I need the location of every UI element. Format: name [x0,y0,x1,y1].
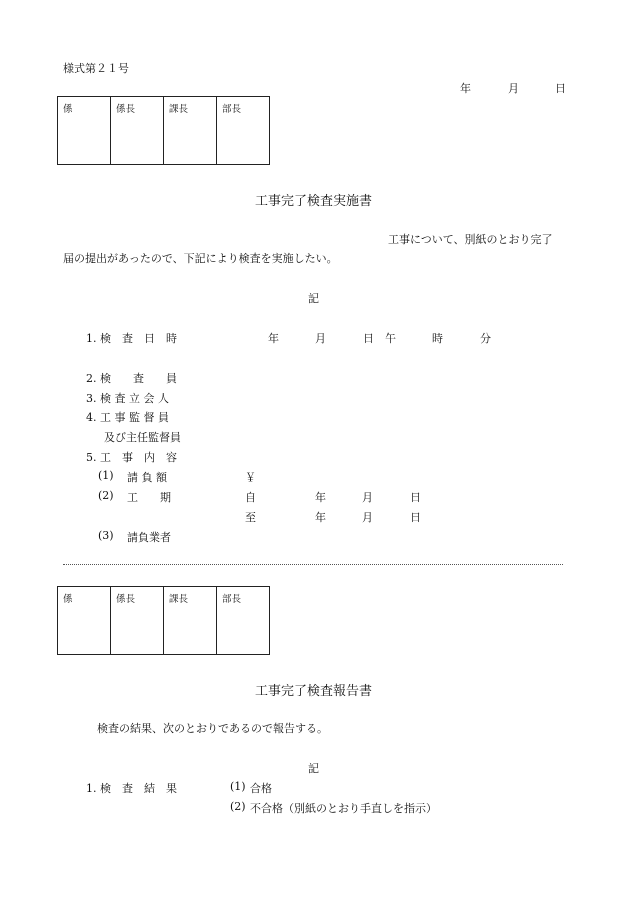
approval2-cell-section-head[interactable]: 課長 [164,587,217,655]
inspection-title: 工事完了検査実施書 [255,194,373,209]
approval-stamp-box-2 [57,586,270,655]
work-content-label: 5. 工 事 内 容 [86,451,177,464]
work-period-label: 工 期 [127,491,171,504]
inspector-label: 2. 検 査 員 [86,372,177,385]
period-to-day: 日 [410,511,421,524]
date-year-label: 年 [460,82,471,95]
result-pass-option[interactable]: 合格 [250,782,272,795]
period-from-day: 日 [410,491,421,504]
inspection-day-label: 日 [363,332,374,345]
approval2-cell-staff[interactable]: 係 [58,587,111,655]
contractor-num: (3) [98,529,114,542]
approval-cell-dept-head[interactable]: 部長 [217,97,270,165]
inspection-intro-line2: 届の提出があったので、下記により検査を実施したい。 [63,252,338,265]
period-to-month: 月 [362,511,373,524]
report-ki: 記 [308,762,319,775]
work-period-num: (2) [98,489,114,502]
witness-label: 3. 検 査 立 会 人 [86,392,169,405]
inspection-minute-label: 分 [480,332,491,345]
approval-cell-staff[interactable]: 係 [58,97,111,165]
date-day-label: 日 [555,82,566,95]
contract-amount-num: (1) [98,469,114,482]
contract-amount-label: 請 負 額 [127,471,167,484]
inspection-result-label: 1. 検 査 結 果 [86,782,177,795]
result-pass-num: (1) [230,780,246,793]
approval-cell-section-head[interactable]: 課長 [164,97,217,165]
inspection-ampm-label: 午 [385,332,396,345]
dotted-separator [63,564,563,565]
approval-cell-chief[interactable]: 係長 [111,97,164,165]
approval-stamp-box [57,96,270,165]
period-to-year: 年 [315,511,326,524]
result-fail-num: (2) [230,800,246,813]
supervisor-label: 4. 工 事 監 督 員 [86,411,169,424]
period-from-month: 月 [362,491,373,504]
chief-supervisor-label: 及び主任監督員 [104,431,181,444]
result-fail-option[interactable]: 不合格（別紙のとおり手直しを指示） [250,802,437,815]
period-from-year: 年 [315,491,326,504]
report-intro: 検査の結果、次のとおりであるので報告する。 [97,722,328,735]
inspection-intro-line1: 工事について、別紙のとおり完了 [388,233,553,246]
yen-sign: ￥ [245,471,256,484]
approval2-cell-chief[interactable]: 係長 [111,587,164,655]
period-from-label: 自 [245,491,256,504]
period-to-label: 至 [245,511,256,524]
inspection-ki: 記 [308,292,319,305]
contractor-label: 請負業者 [127,531,171,544]
inspection-datetime-label: 1. 検 査 日 時 [86,332,177,345]
approval2-cell-dept-head[interactable]: 部長 [217,587,270,655]
inspection-year-label: 年 [268,332,279,345]
date-month-label: 月 [508,82,519,95]
report-title: 工事完了検査報告書 [255,684,373,699]
form-number: 様式第２１号 [63,62,129,75]
inspection-hour-label: 時 [432,332,443,345]
inspection-month-label: 月 [315,332,326,345]
